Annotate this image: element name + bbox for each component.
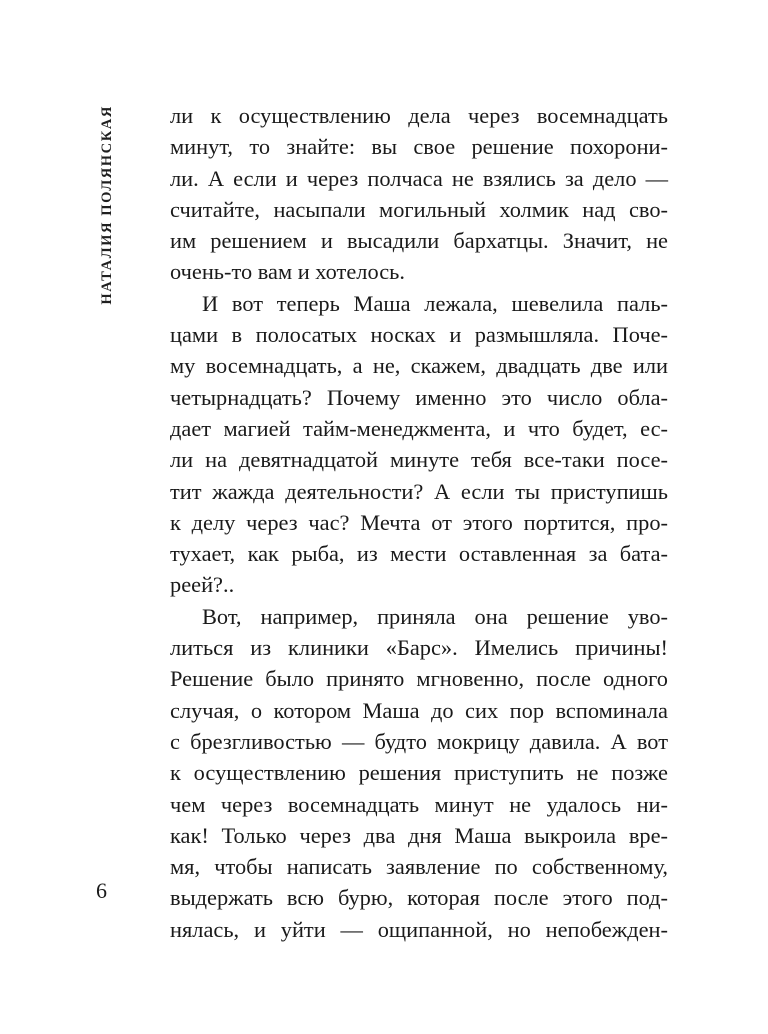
text-line: мя, чтобы написать заявление по собственному,	[170, 854, 668, 880]
text-line: с брезгливостью — будто мокрицу давила. А вот	[170, 728, 668, 754]
text-line: очень-то вам и хотелось.	[170, 259, 405, 285]
text-line: чем через восемнадцать минут не удалось ни-	[170, 791, 668, 817]
text-line: как! Только через два дня Маша выкроила вре-	[170, 822, 668, 848]
text-line: литься из клиники «Барс». Имелись причины!	[170, 635, 668, 661]
text-line: случая, о котором Маша до сих пор вспоминала	[170, 697, 668, 723]
running-head-text: НАТАЛИЯ ПОЛЯНСКАЯ	[98, 105, 115, 305]
text-line: считайте, насыпали могильный холмик над сво-	[170, 196, 668, 222]
page-number: 6	[96, 878, 107, 903]
text-line: минут, то знайте: вы свое решение похорони-	[170, 134, 668, 160]
text-line: четырнадцать? Почему именно это число обла-	[170, 384, 668, 410]
text-line: му восемнадцать, а не, скажем, двадцать две или	[170, 353, 668, 379]
text-line: к делу через час? Мечта от этого портится, про-	[170, 509, 668, 535]
text-line: ли к осуществлению дела через восемнадцать	[170, 103, 668, 128]
text-line: И вот теперь Маша лежала, шевелила паль-	[202, 290, 668, 316]
text-line: выдержать всю бурю, которая после этого под-	[170, 885, 668, 911]
text-line: ли на девятнадцатой минуте тебя все-таки посе-	[170, 447, 668, 473]
text-line: тит жажда деятельности? А если ты приступишь	[170, 478, 668, 504]
text-line: дает магией тайм-менеджмента, и что будет, ес-	[170, 415, 668, 441]
body-text	[170, 100, 668, 945]
text-line: реей?..	[170, 572, 235, 598]
running-head	[92, 105, 122, 305]
text-line: к осуществлению решения приступить не позже	[170, 760, 668, 786]
text-line: ли. А если и через полчаса не взялись за дело —	[170, 165, 668, 191]
text-line: им решением и высадили бархатцы. Значит, не	[170, 228, 668, 254]
text-line: цами в полосатых носках и размышляла. Поче-	[170, 322, 668, 348]
text-line: нялась, и уйти — ощипанной, но непобежден-	[170, 916, 668, 942]
text-line: Решение было принято мгновенно, после одного	[170, 666, 668, 692]
text-line: тухает, как рыба, из мести оставленная за бата-	[170, 541, 668, 567]
text-line: Вот, например, приняла она решение уво-	[202, 603, 668, 629]
